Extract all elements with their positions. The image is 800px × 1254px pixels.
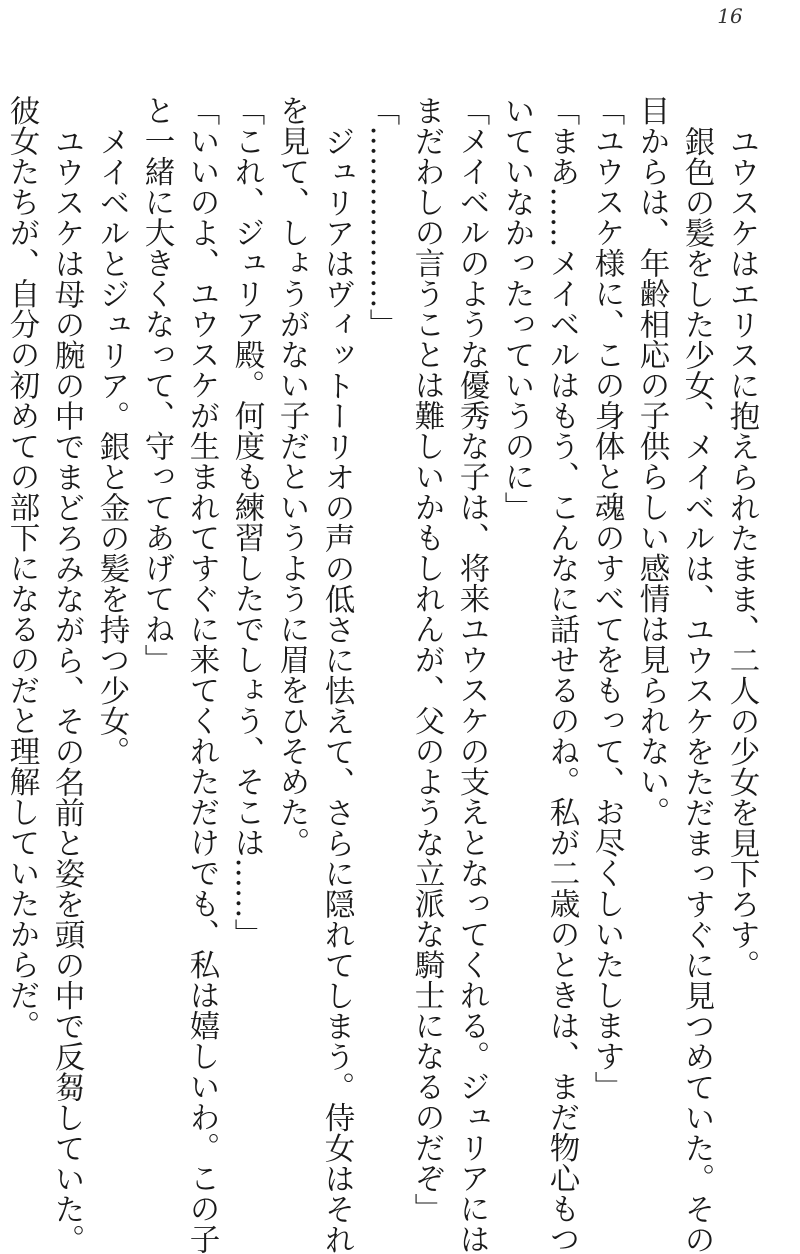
text-line: 「メイベルのような優秀な子は、将来ユウスケの支えとなってくれる。ジュリアには [454,95,489,1254]
text-line: を見て、しょうがない子だというように眉をひそめた。 [274,95,309,858]
text-line: 「ユウスケ様に、この身体と魂のすべてをもって、お尽くしいたします」 [589,95,624,1102]
text-line: 「これ、ジュリア殿。何度も練習したでしょう、そこは……」 [229,95,264,949]
text-line: 「いいのよ、ユウスケが生まれてすぐに来てくれただけでも、私は嬉しいわ。この子 [184,95,219,1254]
text-line: ジュリアはヴィットーリオの声の低さに怯えて、さらに隠れてしまう。侍女はそれ [319,125,354,1254]
text-line: 目からは、年齢相応の子供らしい感情は見られない。 [634,95,669,827]
text-line: メイベルとジュリア。銀と金の髪を持つ少女。 [94,125,129,766]
text-line: 彼女たちが、自分の初めての部下になるのだと理解していたからだ。 [4,95,39,1041]
text-line: ユウスケはエリスに抱えられたまま、二人の少女を見下ろす。 [724,125,759,980]
text-line: 銀色の髪をした少女、メイベルは、ユウスケをただまっすぐに見つめていた。その [679,125,714,1254]
text-line: 「………………」 [364,95,399,339]
text-line: と一緒に大きくなって、守ってあげてね」 [139,95,174,675]
vertical-body-text [4,95,764,1254]
text-line: まだわしの言うことは難しいかもしれんが、父のような立派な騎士になるのだぞ」 [409,95,444,1224]
text-line: ユウスケは母の腕の中でまどろみながら、その名前と姿を頭の中で反芻していた。 [49,125,84,1254]
text-line: 「まあ……メイベルはもう、こんなに話せるのね。私が二歳のときは、まだ物心もつ [544,95,579,1254]
page-number: 16 [717,4,743,28]
text-line: いていなかったっていうのに」 [499,95,534,522]
